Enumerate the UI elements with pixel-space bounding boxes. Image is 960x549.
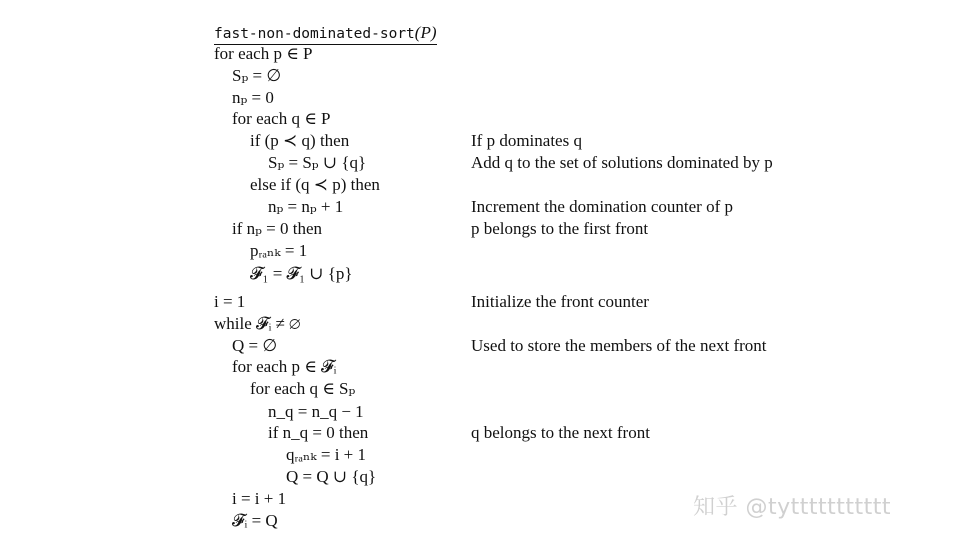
code-comment: Add q to the set of solutions dominated by p xyxy=(471,153,773,172)
watermark: 知乎 @tyttttttttttt xyxy=(693,495,892,520)
code-line: while 𝓕ᵢ ≠ ∅ xyxy=(214,314,301,333)
code-line: if (p ≺ q) then xyxy=(250,131,350,150)
algorithm-name: fast-non-dominated-sort xyxy=(214,26,415,42)
algorithm-argument: (P) xyxy=(414,23,437,42)
code-line: nₚ = nₚ + 1 xyxy=(268,197,344,216)
code-line: Sₚ = Sₚ ∪ {q} xyxy=(268,153,367,172)
code-line: Q = Q ∪ {q} xyxy=(286,467,377,486)
code-line: Q = ∅ xyxy=(232,336,278,355)
code-line: for each q ∈ P xyxy=(232,109,331,128)
code-line: pᵣₐₙₖ = 1 xyxy=(250,241,308,260)
code-line: i = i + 1 xyxy=(232,489,287,508)
code-comment: p belongs to the first front xyxy=(471,219,649,238)
code-comment: Used to store the members of the next front xyxy=(471,336,767,355)
code-line: nₚ = 0 xyxy=(232,88,274,107)
code-line: i = 1 xyxy=(214,292,246,311)
code-line: if n_q = 0 then xyxy=(268,423,369,442)
code-line: 𝓕ᵢ = Q xyxy=(232,511,278,530)
code-line: Sₚ = ∅ xyxy=(232,66,282,85)
code-line: n_q = n_q − 1 xyxy=(268,402,364,421)
code-comment: Initialize the front counter xyxy=(471,292,649,311)
code-line: else if (q ≺ p) then xyxy=(250,175,380,194)
code-line: for each p ∈ 𝓕ᵢ xyxy=(232,357,337,376)
code-comment: If p dominates q xyxy=(471,131,582,150)
code-comment: Increment the domination counter of p xyxy=(471,197,733,216)
code-line: for each p ∈ P xyxy=(214,44,313,63)
code-line: for each q ∈ Sₚ xyxy=(250,379,356,398)
code-comment: q belongs to the next front xyxy=(471,423,650,442)
code-line: if nₚ = 0 then xyxy=(232,219,323,238)
code-line: qᵣₐₙₖ = i + 1 xyxy=(286,445,367,464)
algorithm-title xyxy=(214,23,437,45)
code-line: 𝓕₁ = 𝓕₁ ∪ {p} xyxy=(250,264,353,283)
